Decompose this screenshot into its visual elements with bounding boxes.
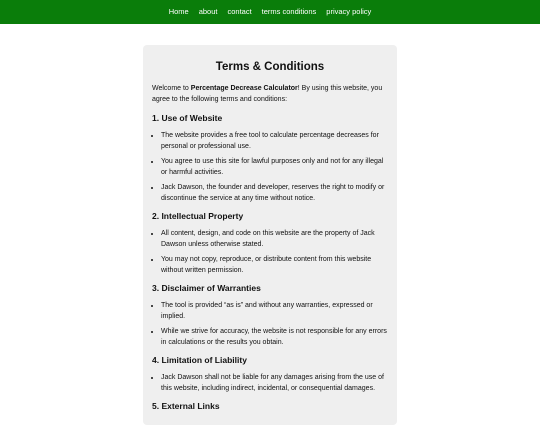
- section-intellectual-property: [152, 211, 388, 276]
- intro-suffix: ! By using this website, you agree to the following terms and conditions:: [152, 85, 383, 103]
- section-external-links: [152, 401, 388, 412]
- intro-prefix: Welcome to: [152, 85, 191, 92]
- terms-card: [143, 45, 397, 425]
- section-disclaimer-of-warranties: [152, 283, 388, 348]
- list-item: • You may not copy, reproduce, or distribute content from this website without written permission.: [161, 254, 388, 276]
- section-limitation-of-liability: [152, 355, 388, 394]
- section-heading: 1. Use of Website: [152, 113, 223, 123]
- list-item: • The website provides a free tool to calculate percentage decreases for personal or professional use.: [161, 130, 388, 152]
- list-item: • Jack Dawson, the founder and developer, reserves the right to modify or discontinue the service at any time without notice.: [161, 182, 388, 204]
- list-item: • Jack Dawson shall not be liable for any damages arising from the use of this website, including indirect, incidental, or consequential damages.: [161, 372, 388, 394]
- nav-link-terms-conditions[interactable]: terms conditions: [261, 7, 317, 17]
- nav-link-contact[interactable]: contact: [227, 7, 252, 17]
- section-use-of-website: [152, 113, 388, 204]
- intro-text: [152, 83, 388, 105]
- list-item: • All content, design, and code on this website are the property of Jack Dawson unless otherwise stated.: [161, 228, 388, 250]
- section-heading: 2. Intellectual Property: [152, 211, 244, 221]
- list-item: • While we strive for accuracy, the website is not responsible for any errors in calculations or the results you obtain.: [161, 326, 388, 348]
- site-name: Percentage Decrease Calculator: [190, 85, 298, 92]
- section-list: [152, 300, 388, 348]
- nav-link-home[interactable]: Home: [168, 7, 189, 17]
- section-list: [152, 130, 388, 204]
- section-heading: 4. Limitation of Liability: [152, 355, 247, 365]
- list-item: • You agree to use this site for lawful purposes only and not for any illegal or harmful activities.: [161, 156, 388, 178]
- section-list: [152, 372, 388, 394]
- nav-link-about[interactable]: about: [198, 7, 218, 17]
- section-heading: 5. External Links: [152, 401, 220, 411]
- nav-link-privacy-policy[interactable]: privacy policy: [326, 7, 372, 17]
- page-title: Terms & Conditions: [215, 61, 325, 73]
- section-list: [152, 228, 388, 276]
- list-item: • The tool is provided “as is” and without any warranties, expressed or implied.: [161, 300, 388, 322]
- section-heading: 3. Disclaimer of Warranties: [152, 283, 261, 293]
- top-navigation: [0, 0, 540, 24]
